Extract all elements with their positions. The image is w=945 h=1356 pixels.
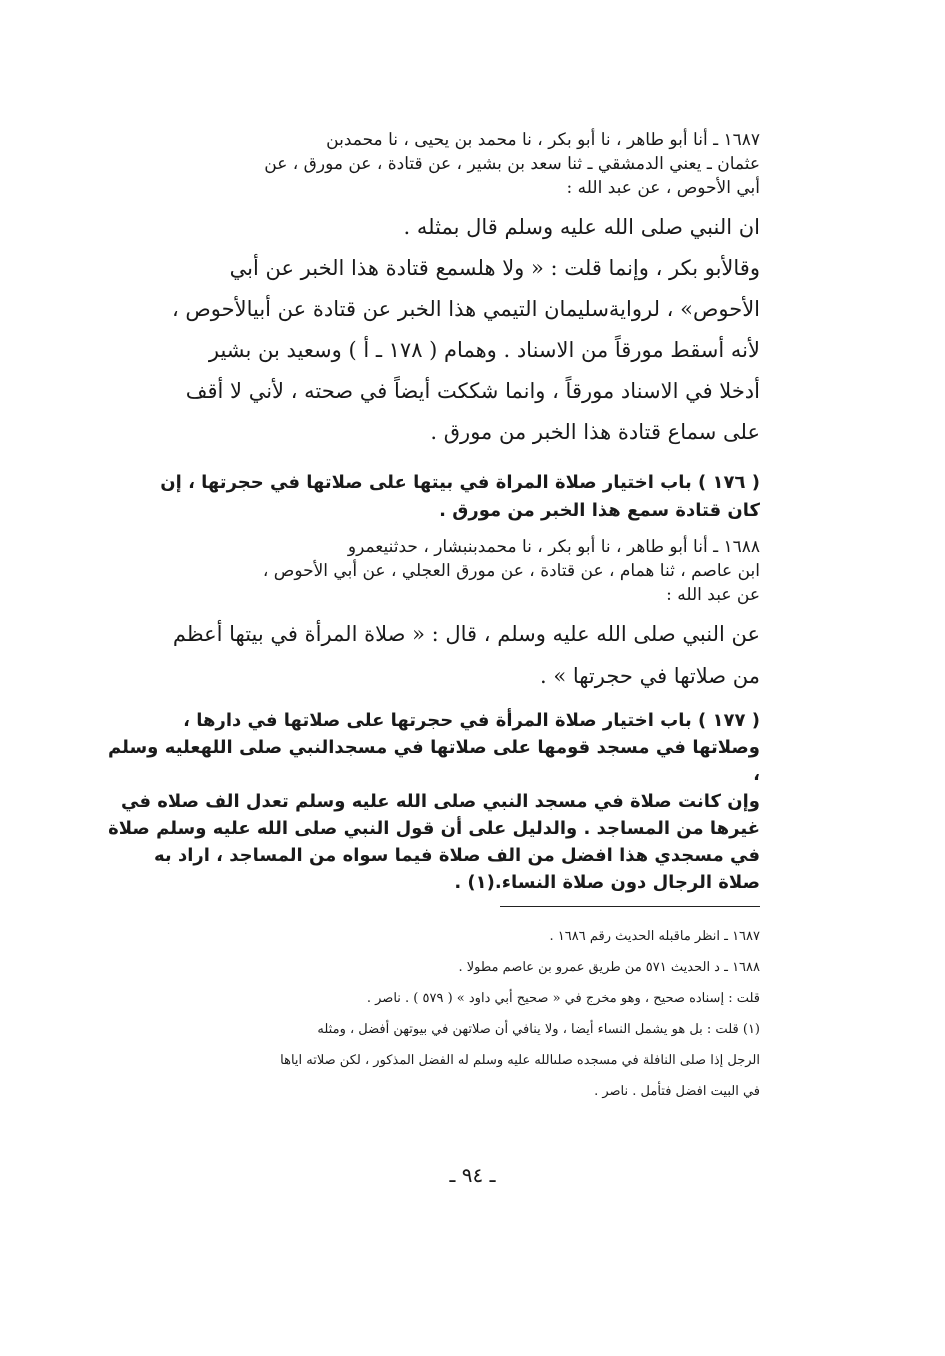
hadith-1687-isnad [108,128,760,200]
comment-line: لأنه أسقط مورقاً من الاسناد . وهمام ( ١٧٨ ـ أ ) وسعيد بن بشير [208,338,760,362]
matn-line: من صلاتها في حجرتها » . [539,664,760,688]
footnote-separator [500,906,760,907]
isnad-line: ١٦٨٨ ـ أنا أبو طاهر ، نا أبو بكر ، نا محمدبنبشار ، حدثنيعمرو [347,537,760,557]
chapter-line: ( ١٧٧ ) باب اختيار صلاة المرأة في حجرتها على صلاتها في دارها ، [183,710,760,731]
isnad-line: ١٦٨٧ ـ أنا أبو طاهر ، نا أبو بكر ، نا محمد بن يحيى ، نا محمدبن [326,130,760,150]
chapter-line: كان قتادة سمع هذا الخبر من مورق . [439,500,760,521]
page-number: ـ ٩٤ ـ [449,1163,496,1187]
chapter-line: صلاة الرجال دون صلاة النساء.(١) . [454,872,760,893]
hadith-1688-matn [108,613,760,697]
comment-line: أدخلا في الاسناد مورقاً ، وانما شككت أيضاً في صحته ، لأني لا أقف [185,379,760,403]
chapter-heading-176 [108,469,760,525]
isnad-line: أبي الأحوص ، عن عبد الله : [566,178,760,198]
chapter-line: ( ١٧٦ ) باب اختيار صلاة المراة في بيتها على صلاتها في حجرتها ، إن [160,472,760,493]
author-comment [108,248,760,453]
chapter-line: وصلاتها في مسجد قومها على صلاتها في مسجدالنبي صلى اللهعليه وسلم ، [108,737,760,785]
footnote-line: (١) قلت : بل هو يشمل النساء أيضا ، ولا ينافي أن صلاتهن في بيوتهن أفضل ، ومثله [317,1022,760,1037]
isnad-line: عن عبد الله : [666,585,760,605]
footnote-line: في البيت افضل فتأمل . ناصر . [594,1084,760,1099]
footnote-line: الرجل إذا صلى النافلة في مسجده صلىالله عليه وسلم له الفضل المذكور ، لكن صلاته اياها [280,1053,760,1068]
comment-line: على سماع قتادة هذا الخبر من مورق . [430,420,760,444]
matn-line: عن النبي صلى الله عليه وسلم ، قال : « صلاة المرأة في بيتها أعظم [172,622,760,646]
chapter-line: وإن كانت صلاة في مسجد النبي صلى الله عليه وسلم تعدل الف صلاه في [121,791,760,812]
footnote-line: قلت : إسناده صحيح ، وهو مخرج في « صحيح أبي داود » ( ٥٧٩ ) . ناصر . [366,991,760,1006]
footnotes [108,921,760,1107]
footnote-line: ١٦٨٨ ـ د الحديث ٥٧١ من طريق عمرو بن عاصم مطولا . [458,960,760,975]
comment-line: الأحوص» ، لروايةسليمان التيمي هذا الخبر عن قتادة عن أبيالأحوص ، [171,297,760,321]
isnad-line: عثمان ـ يعني الدمشقي ـ ثنا سعد بن بشير ، عن قتادة ، عن مورق ، عن [264,154,760,174]
comment-line: وقالأبو بكر ، وإنما قلت : « ولا هلسمع قتادة هذا الخبر عن أبي [229,256,760,280]
chapter-line: في مسجدي هذا افضل من الف صلاة فيما سواه من المساجد ، اراد به [154,845,760,866]
chapter-line: غيرها من المساجد . والدليل على أن قول النبي صلى الله عليه وسلم صلاة [108,818,760,839]
isnad-line: ابن عاصم ، ثنا همام ، عن قتادة ، عن مورق العجلي ، عن أبي الأحوص ، [262,561,760,581]
page-body [108,128,760,1107]
chapter-heading-177 [108,707,760,896]
hadith-1688-isnad [108,535,760,607]
hadith-1687-matn: ان النبي صلى الله عليه وسلم قال بمثله . [403,215,760,239]
footnote-line: ١٦٨٧ ـ انظر ماقبله الحديث رقم ١٦٨٦ . [549,929,760,944]
